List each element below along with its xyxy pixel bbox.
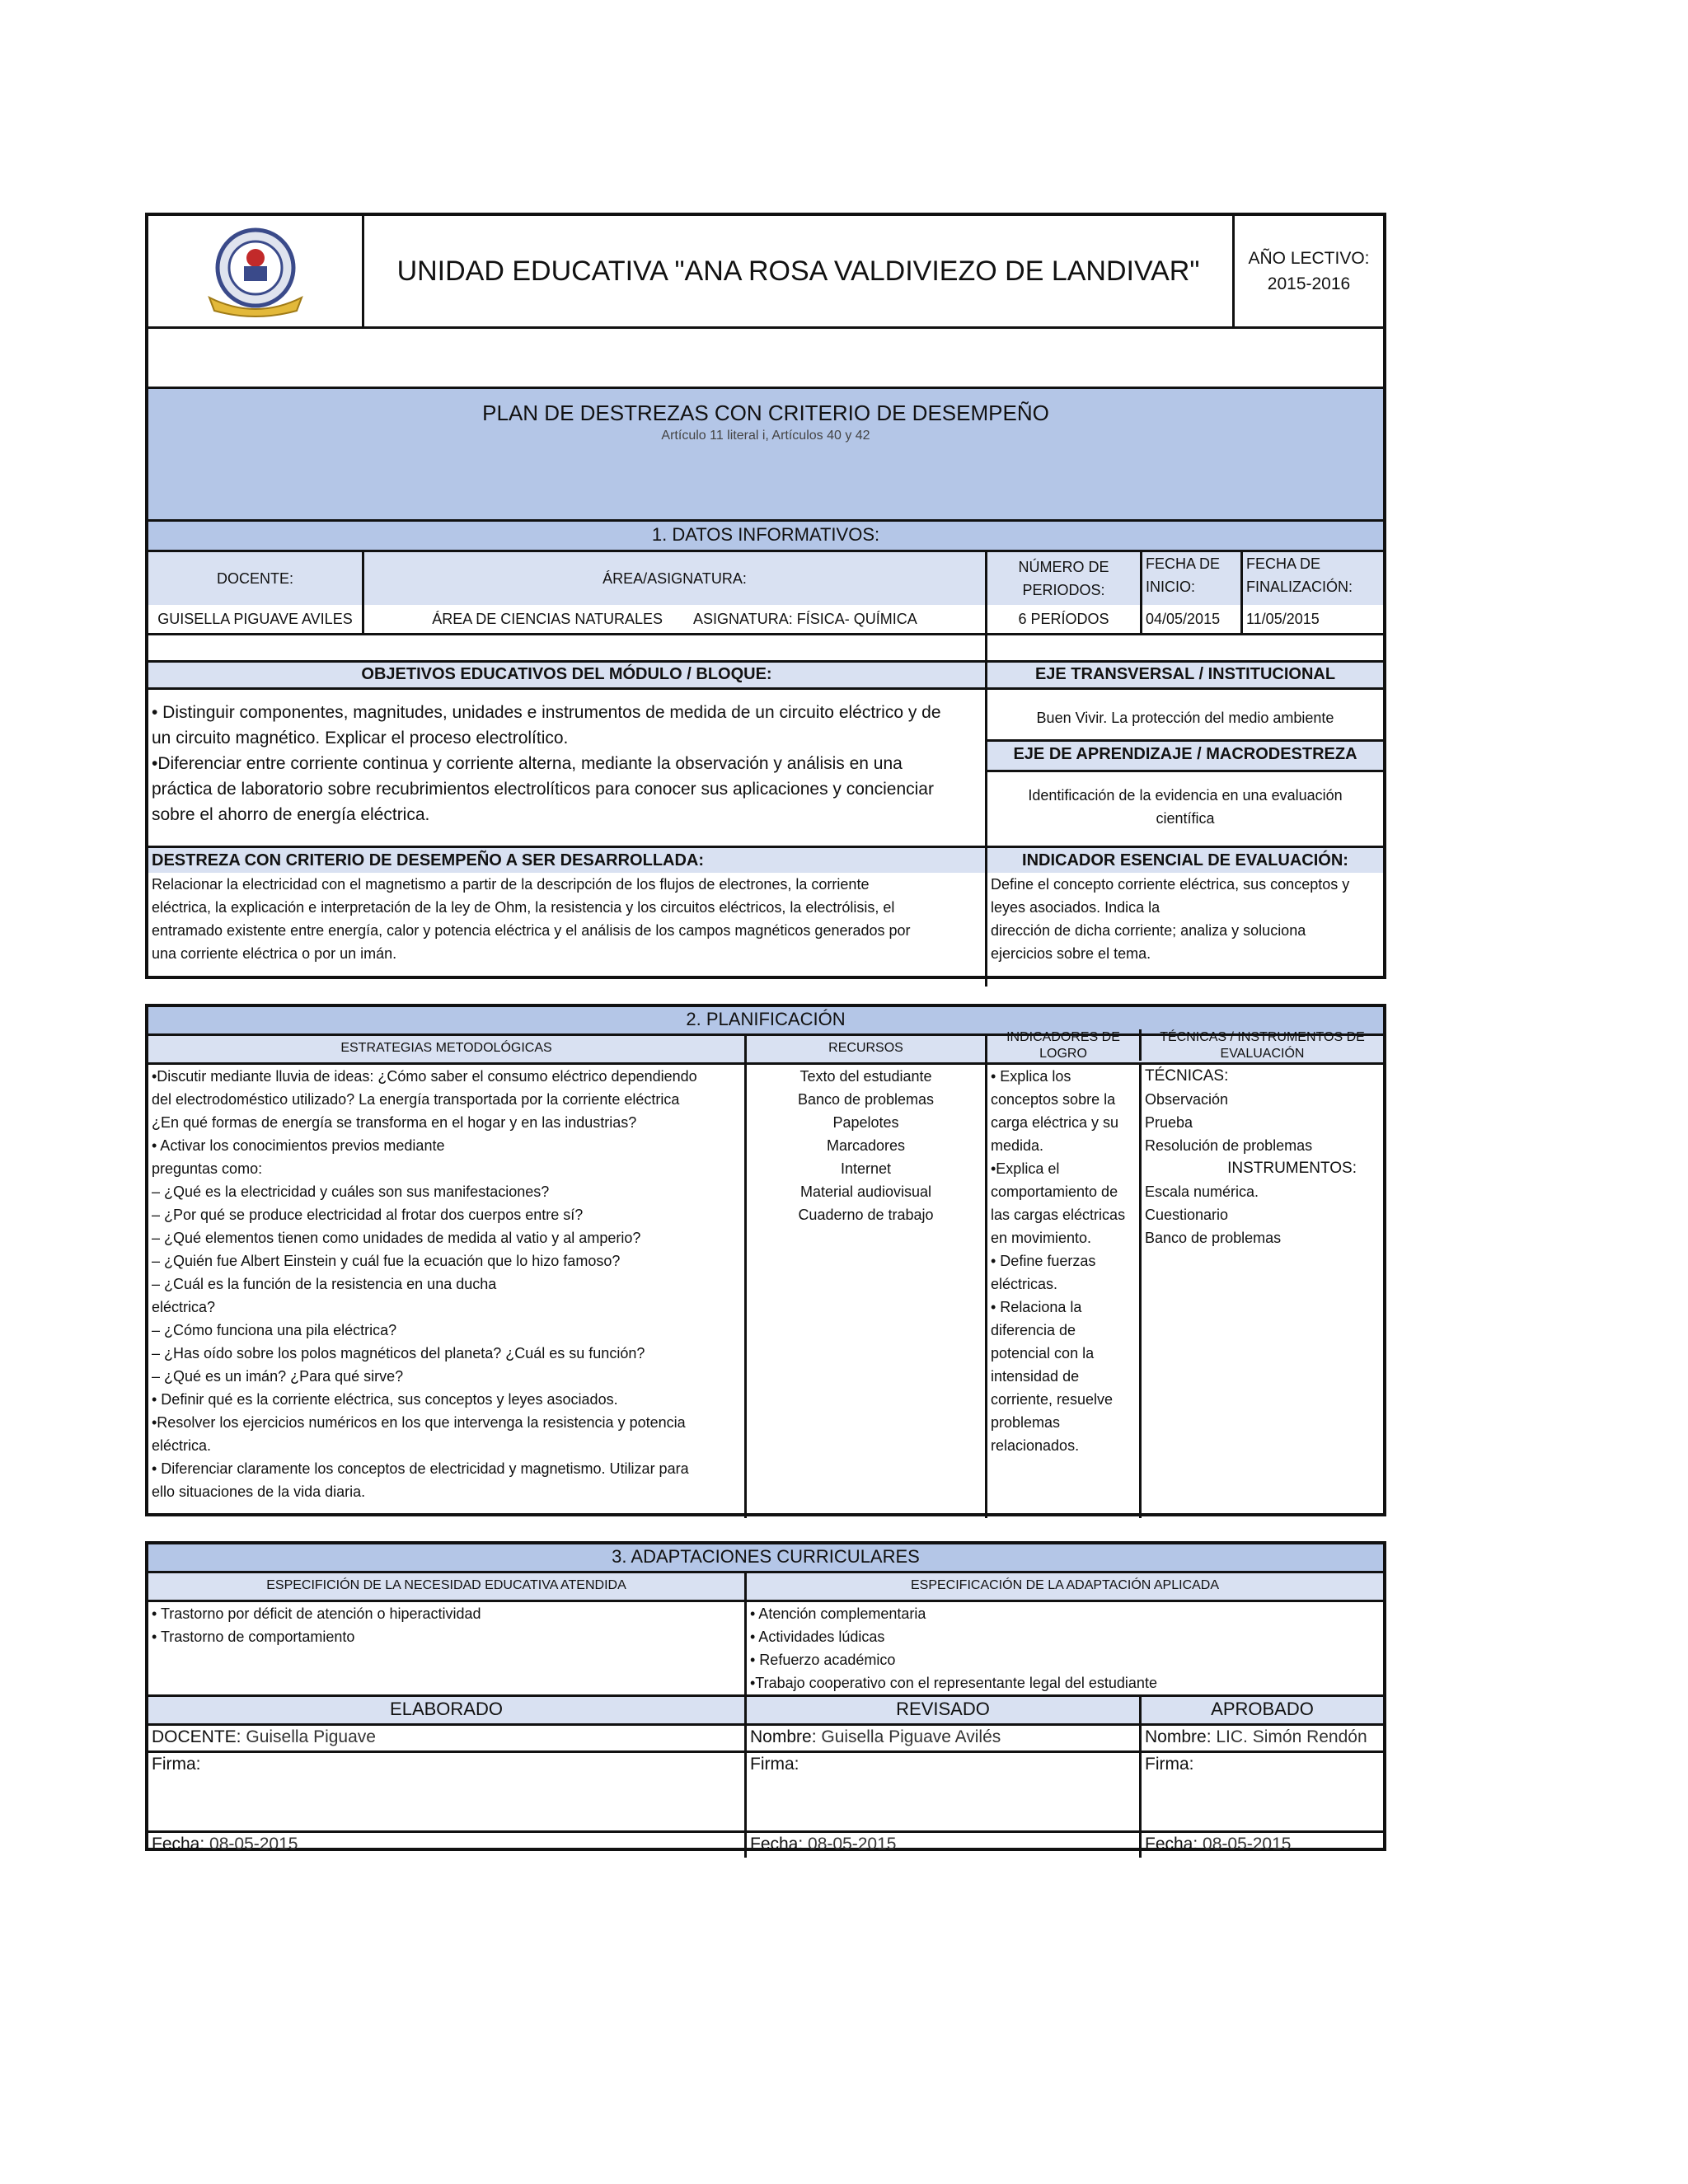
objetivo-line: sobre el ahorro de energía eléctrica. (152, 805, 430, 824)
blank-row (148, 329, 1383, 389)
school-seal-icon (198, 225, 313, 317)
indicadores-list (987, 1065, 1142, 1518)
fin-value: 11/05/2015 (1246, 611, 1320, 627)
datos-title: 1. DATOS INFORMATIVOS: (148, 522, 1383, 552)
inicio-value: 04/05/2015 (1142, 605, 1243, 633)
eje-aprendizaje-title: EJE DE APRENDIZAJE / MACRODESTREZA (987, 739, 1383, 772)
col-indicadores: INDICADORES DE LOGRO (987, 1029, 1142, 1061)
estrategia-item: eléctrica. (152, 1437, 212, 1454)
eje-aprendizaje-value (987, 772, 1383, 830)
fin-label: FECHA DE FINALIZACIÓN: (1246, 555, 1353, 595)
adaptaciones-block (145, 1541, 1386, 1854)
asignatura-value: ASIGNATURA: FÍSICA- QUÍMICA (693, 611, 917, 627)
necesidad-item: • Trastorno por déficit de atención o hiperactividad (152, 1605, 481, 1622)
objetivo-line: • Distinguir componentes, magnitudes, unidades e instrumentos de medida de un circuito eléctrico y de (152, 703, 941, 722)
indicador-logro-item: corriente, resuelve (991, 1391, 1114, 1408)
instrumentos-label: INSTRUMENTOS: (1227, 1160, 1357, 1177)
aprobado-fecha: Fecha: 08-05-2015 (1145, 1835, 1292, 1854)
recurso-item: Internet (840, 1160, 892, 1177)
necesidad-item: • Trastorno de comportamiento (152, 1629, 355, 1645)
header-row (148, 216, 1383, 329)
indicador-logro-item: medida. (991, 1137, 1044, 1154)
destreza-line: entramado existente entre energía, calor y potencia eléctrica y el análisis de los campos magnéticos generados por (152, 922, 911, 939)
estrategia-item: – ¿Qué elementos tienen como unidades de medida al vatio y al amperio? (152, 1230, 641, 1246)
indicador-line: Define el concepto corriente eléctrica, sus conceptos y (991, 876, 1350, 893)
recurso-item: Cuaderno de trabajo (798, 1207, 934, 1223)
year-cell (1235, 216, 1383, 326)
destreza-line: eléctrica, la explicación e interpretación de la ley de Ohm, la resistencia y los circuitos eléctricos, la electrólisis, el (152, 899, 895, 916)
plan-subtitle: Artículo 11 literal i, Artículos 40 y 42 (661, 429, 870, 443)
estrategia-item: – ¿Quién fue Albert Einstein y cuál fue la ecuación que lo hizo famoso? (152, 1253, 621, 1269)
recurso-item: Papelotes (832, 1114, 899, 1131)
estrategia-item: •Resolver los ejercicios numéricos en los que intervenga la resistencia y potencia (152, 1414, 686, 1431)
indicador-logro-item: conceptos sobre la (991, 1091, 1116, 1108)
plan-title-band (148, 389, 1383, 453)
planificacion-block (145, 1004, 1386, 1516)
recursos-list (747, 1065, 987, 1518)
firmas-nombre-row (148, 1726, 1383, 1753)
elaborado-nombre: DOCENTE: Guisella Piguave (148, 1726, 747, 1750)
revisado-nombre: Nombre: Guisella Piguave Avilés (747, 1726, 1142, 1750)
tecnicas-cell (1142, 1065, 1383, 1518)
col-necesidad: ESPECIFICIÓN DE LA NECESIDAD EDUCATIVA ATENDIDA (148, 1573, 747, 1600)
estrategia-item: – ¿Cómo funciona una pila eléctrica? (152, 1322, 397, 1338)
tecnica-item: Resolución de problemas (1145, 1137, 1313, 1154)
area-value-cell (364, 605, 987, 633)
recurso-item: Marcadores (826, 1137, 906, 1154)
estrategia-item: • Activar los conocimientos previos mediante (152, 1137, 445, 1154)
indicador-title: INDICADOR ESENCIAL DE EVALUACIÓN: (987, 848, 1383, 873)
objetivo-line: •Diferenciar entre corriente continua y corriente alterna, mediante la observación y análisis en una (152, 754, 903, 773)
adaptaciones-head-row (148, 1573, 1383, 1602)
estrategia-item: eléctrica? (152, 1299, 216, 1315)
objetivo-line: un circuito magnético. Explicar el proceso electrolítico. (152, 729, 569, 748)
tecnica-item: Prueba (1145, 1114, 1193, 1131)
indicador-logro-item: •Explica el (991, 1160, 1060, 1177)
destreza-row (148, 846, 1383, 987)
indicador-cell (987, 848, 1383, 987)
eje-aprendizaje-line: científica (1156, 810, 1215, 827)
area-label: ÁREA/ASIGNATURA: (364, 552, 987, 605)
elaborado-firma: Firma: (148, 1753, 747, 1830)
periodos-label: NÚMERO DE PERIODOS: (987, 552, 1142, 605)
datos-labels-row (148, 552, 1383, 605)
area-value: ÁREA DE CIENCIAS NATURALES (432, 611, 663, 627)
aprobado-nombre: Nombre: LIC. Simón Rendón (1145, 1727, 1367, 1746)
school-name-cell (364, 216, 1235, 326)
necesidades-list (148, 1602, 747, 1694)
col-adaptacion: ESPECIFICACIÓN DE LA ADAPTACIÓN APLICADA (910, 1578, 1220, 1592)
estrategia-item: • Diferenciar claramente los conceptos de electricidad y magnetismo. Utilizar para (152, 1460, 689, 1477)
adaptacion-item: • Actividades lúdicas (750, 1629, 885, 1645)
instrumento-item: Banco de problemas (1145, 1230, 1282, 1246)
indicador-logro-item: diferencia de (991, 1322, 1076, 1338)
estrategia-item: • Definir qué es la corriente eléctrica, sus conceptos y leyes asociados. (152, 1391, 618, 1408)
recurso-item: Banco de problemas (797, 1091, 935, 1108)
indicador-logro-item: problemas (991, 1414, 1061, 1431)
indicador-logro-item: potencial con la (991, 1345, 1095, 1361)
year-label: AÑO LECTIVO: (1248, 249, 1370, 268)
adaptacion-item: • Refuerzo académico (750, 1652, 896, 1668)
adaptaciones-list (747, 1602, 1383, 1694)
recurso-item: Material audiovisual (799, 1183, 932, 1200)
indicador-logro-item: • Define fuerzas (991, 1253, 1096, 1269)
elaborado-fecha: Fecha: 08-05-2015 (148, 1833, 747, 1858)
indicador-logro-item: carga eléctrica y su (991, 1114, 1119, 1131)
revisado-label: REVISADO (747, 1697, 1142, 1723)
periodos-value: 6 PERÍODOS (987, 605, 1142, 633)
aprobado-label: APROBADO (1211, 1699, 1314, 1719)
estrategias-list (148, 1065, 747, 1518)
estrategia-item: ello situaciones de la vida diaria. (152, 1483, 366, 1500)
plan-title-band-lower (148, 453, 1383, 522)
estrategia-item: del electrodoméstico utilizado? La energía transportada por la corriente eléctrica (152, 1091, 680, 1108)
objetivos-cell (148, 663, 987, 846)
indicador-logro-item: las cargas eléctricas (991, 1207, 1126, 1223)
planificacion-body-row (148, 1065, 1383, 1518)
tecnicas-list (1145, 1088, 1380, 1157)
inicio-label: FECHA DE INICIO: (1142, 552, 1243, 605)
planificacion-title: 2. PLANIFICACIÓN (148, 1007, 1383, 1036)
school-name: UNIDAD EDUCATIVA "ANA ROSA VALDIVIEZO DE LANDIVAR" (396, 255, 1200, 287)
revisado-fecha: Fecha: 08-05-2015 (747, 1833, 1142, 1858)
adaptacion-item: • Atención complementaria (750, 1605, 926, 1622)
indicador-text (987, 873, 1383, 965)
estrategia-item: ¿En qué formas de energía se transforma en el hogar y en las industrias? (152, 1114, 637, 1131)
separator-row (148, 633, 1383, 660)
datos-values-row (148, 605, 1383, 633)
estrategia-item: – ¿Cuál es la función de la resistencia en una ducha (152, 1276, 497, 1292)
planificacion-head-row (148, 1030, 1383, 1065)
elaborado-label: ELABORADO (148, 1697, 747, 1723)
indicador-logro-item: intensidad de (991, 1368, 1080, 1385)
estrategia-item: •Discutir mediante lluvia de ideas: ¿Cómo saber el consumo eléctrico dependiendo (152, 1068, 697, 1085)
indicador-logro-item: • Explica los (991, 1068, 1071, 1085)
objetivos-text (148, 690, 985, 827)
aprobado-firma: Firma: (1145, 1755, 1194, 1774)
objetivos-row (148, 660, 1383, 846)
instrumento-item: Escala numérica. (1145, 1183, 1259, 1200)
year-value: 2015-2016 (1267, 274, 1351, 293)
col-recursos: RECURSOS (747, 1036, 987, 1062)
objetivos-title: OBJETIVOS EDUCATIVOS DEL MÓDULO / BLOQUE: (148, 663, 985, 690)
docente-value: GUISELLA PIGUAVE AVILES (148, 605, 364, 633)
adaptaciones-body-row (148, 1602, 1383, 1697)
instrumentos-list (1145, 1180, 1380, 1249)
indicador-logro-item: relacionados. (991, 1437, 1080, 1454)
eje-aprendizaje-line: Identificación de la evidencia en una evaluación (1028, 787, 1343, 804)
estrategia-item: – ¿Qué es un imán? ¿Para qué sirve? (152, 1368, 404, 1385)
estrategia-item: – ¿Qué es la electricidad y cuáles son sus manifestaciones? (152, 1183, 550, 1200)
firmas-fecha-row (148, 1833, 1383, 1858)
destreza-cell (148, 848, 987, 987)
logo-cell (148, 216, 364, 326)
indicador-logro-item: comportamiento de (991, 1183, 1118, 1200)
destreza-line: Relacionar la electricidad con el magnetismo a partir de la descripción de los flujos de electrones, la corriente (152, 876, 870, 893)
destreza-text (148, 873, 985, 965)
indicador-line: leyes asociados. Indica la (991, 899, 1160, 916)
col-estrategias: ESTRATEGIAS METODOLÓGICAS (148, 1036, 747, 1062)
adaptacion-item: •Trabajo cooperativo con el representante legal del estudiante (750, 1675, 1157, 1691)
indicador-line: ejercicios sobre el tema. (991, 945, 1151, 962)
eje-transversal-value: Buen Vivir. La protección del medio ambiente (1036, 710, 1334, 726)
firmas-firma-row (148, 1753, 1383, 1833)
plan-sheet (145, 213, 1386, 1854)
firmas-head-row (148, 1697, 1383, 1726)
recurso-item: Texto del estudiante (799, 1068, 932, 1085)
top-block (145, 213, 1386, 979)
objetivo-line: práctica de laboratorio sobre recubrimientos electrolíticos para conocer sus aplicaciones y concienciar (152, 780, 934, 799)
indicador-logro-item: eléctricas. (991, 1276, 1058, 1292)
tecnicas-label: TÉCNICAS: (1145, 1067, 1229, 1085)
col-tecnicas: TÉCNICAS / INSTRUMENTOS DE EVALUACIÓN (1160, 1030, 1365, 1061)
ejes-cell (987, 663, 1383, 846)
revisado-firma: Firma: (747, 1753, 1142, 1830)
plan-title: PLAN DE DESTREZAS CON CRITERIO DE DESEMPEÑO (482, 401, 1049, 425)
eje-transversal-title: EJE TRANSVERSAL / INSTITUCIONAL (987, 663, 1383, 690)
destreza-line: una corriente eléctrica o por un imán. (152, 945, 397, 962)
instrumento-item: Cuestionario (1145, 1207, 1229, 1223)
tecnica-item: Observación (1145, 1091, 1229, 1108)
indicador-logro-item: en movimiento. (991, 1230, 1092, 1246)
indicador-line: dirección de dicha corriente; analiza y soluciona (991, 922, 1306, 939)
estrategia-item: – ¿Por qué se produce electricidad al frotar dos cuerpos entre sí? (152, 1207, 584, 1223)
indicador-logro-item: • Relaciona la (991, 1299, 1082, 1315)
adaptaciones-title: 3. ADAPTACIONES CURRICULARES (148, 1544, 1383, 1573)
estrategia-item: preguntas como: (152, 1160, 263, 1177)
estrategia-item: – ¿Has oído sobre los polos magnéticos del planeta? ¿Cuál es su función? (152, 1345, 645, 1361)
docente-label: DOCENTE: (148, 552, 364, 605)
destreza-title: DESTREZA CON CRITERIO DE DESEMPEÑO A SER DESARROLLADA: (148, 848, 985, 873)
